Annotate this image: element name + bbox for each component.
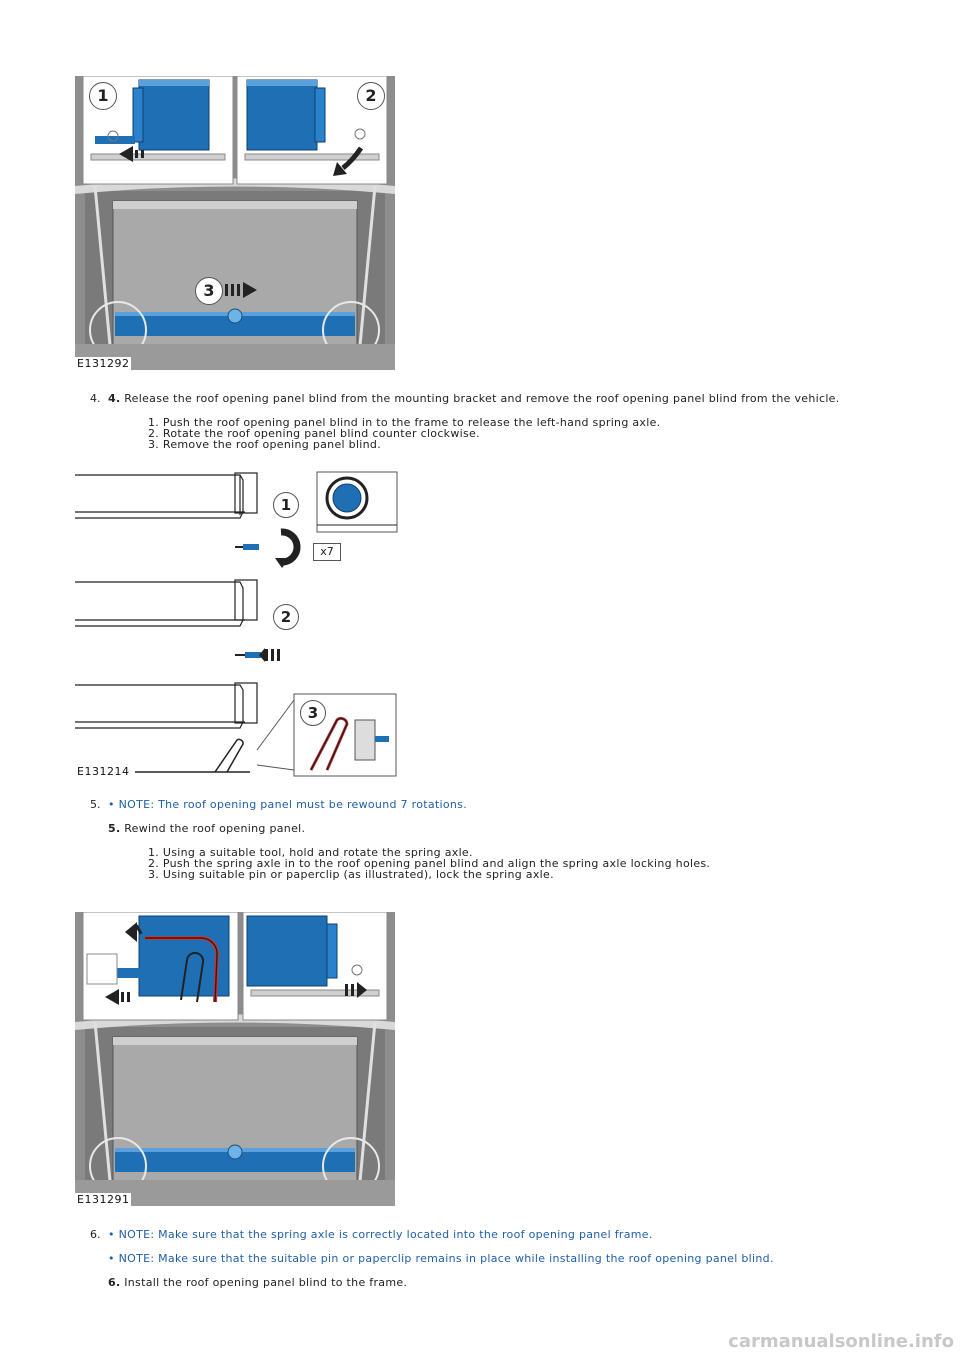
step-6-number: 6. bbox=[90, 1228, 101, 1241]
callout-1: 1 bbox=[273, 492, 299, 518]
callout-2: 2 bbox=[357, 82, 385, 110]
step-5-note: • NOTE: The roof opening panel must be rewound 7 rotations. bbox=[108, 798, 468, 811]
step-5-text: Rewind the roof opening panel. bbox=[120, 822, 306, 835]
callout-2: 2 bbox=[273, 604, 299, 630]
step-4-instruction bbox=[108, 392, 840, 405]
step-6-note-2: • NOTE: Make sure that the suitable pin or paperclip remains in place while installing the roof opening panel blind. bbox=[108, 1252, 774, 1265]
step-5-number: 5. bbox=[90, 798, 101, 811]
watermark: carmanualsonline.info bbox=[728, 1331, 954, 1352]
rotation-count-label: x7 bbox=[313, 543, 341, 561]
callout-3: 3 bbox=[300, 700, 326, 726]
list-item: 3. Using suitable pin or paperclip (as illustrated), lock the spring axle. bbox=[148, 868, 554, 881]
step-6-text: Install the roof opening panel blind to the frame. bbox=[120, 1276, 408, 1289]
step-4-text: Release the roof opening panel blind from the mounting bracket and remove the roof opening panel blind from the vehicle. bbox=[120, 392, 840, 405]
step-6-note-1: • NOTE: Make sure that the spring axle is correctly located into the roof opening panel frame. bbox=[108, 1228, 653, 1241]
step-6-instruction bbox=[108, 1276, 407, 1289]
list-item: 2. Rotate the roof opening panel blind counter clockwise. bbox=[148, 427, 480, 440]
figure-e131214 bbox=[75, 470, 405, 778]
figure-id-label: E131214 bbox=[77, 765, 130, 778]
step-4-bold-number: 4. bbox=[108, 392, 121, 405]
list-item: 1. Push the roof opening panel blind in to the frame to release the left-hand spring axle. bbox=[148, 416, 661, 429]
step-4-number: 4. bbox=[90, 392, 101, 405]
figure-id-label: E131292 bbox=[77, 357, 130, 370]
list-item: 2. Push the spring axle in to the roof opening panel blind and align the spring axle locking holes. bbox=[148, 857, 711, 870]
figure-e131292 bbox=[75, 76, 395, 370]
roof-blind-illustration-3 bbox=[75, 912, 395, 1206]
list-item: 1. Using a suitable tool, hold and rotate the spring axle. bbox=[148, 846, 473, 859]
roof-blind-illustration-1 bbox=[75, 76, 395, 370]
figure-id-label: E131291 bbox=[77, 1193, 130, 1206]
figure-e131291 bbox=[75, 912, 395, 1206]
callout-1: 1 bbox=[89, 82, 117, 110]
spring-axle-diagram bbox=[75, 470, 405, 778]
step-5-instruction bbox=[108, 822, 305, 835]
step-4-sublist bbox=[148, 417, 660, 450]
callout-3: 3 bbox=[195, 277, 223, 305]
step-6-bold-number: 6. bbox=[108, 1276, 121, 1289]
step-5-bold-number: 5. bbox=[108, 822, 121, 835]
step-5-sublist bbox=[148, 847, 710, 880]
list-item: 3. Remove the roof opening panel blind. bbox=[148, 438, 382, 451]
